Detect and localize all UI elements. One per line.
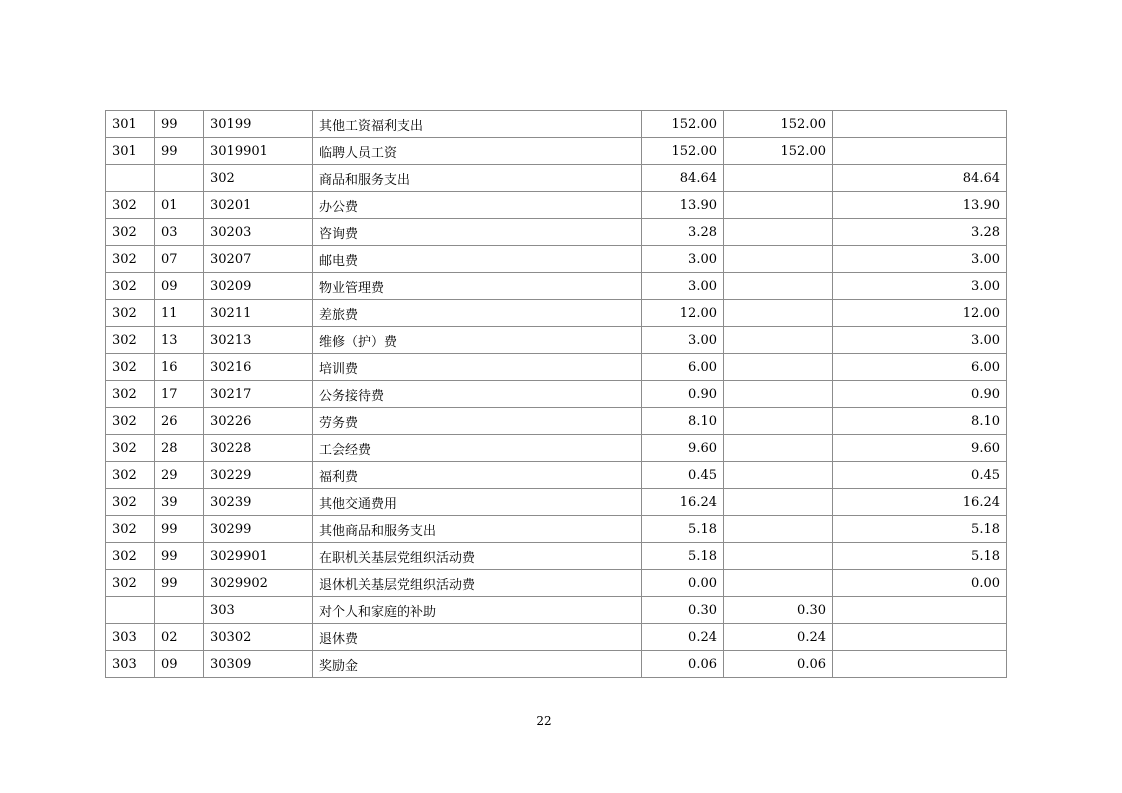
code-cell: 3029901: [204, 543, 313, 570]
basic-cell: [724, 381, 833, 408]
item-cell: 16: [155, 354, 204, 381]
class-cell: 302: [106, 354, 155, 381]
project-cell: 0.45: [833, 462, 1007, 489]
table-row: [106, 327, 1007, 354]
basic-cell: [724, 300, 833, 327]
name-cell: 差旅费: [313, 300, 642, 327]
class-cell: [106, 165, 155, 192]
code-cell: 30203: [204, 219, 313, 246]
table-row: [106, 381, 1007, 408]
class-cell: 302: [106, 462, 155, 489]
total-cell: 0.24: [642, 624, 724, 651]
class-cell: 302: [106, 219, 155, 246]
basic-cell: [724, 192, 833, 219]
table-row: [106, 354, 1007, 381]
table-row: [106, 219, 1007, 246]
project-cell: [833, 624, 1007, 651]
basic-cell: [724, 354, 833, 381]
basic-cell: [724, 219, 833, 246]
table-body: [106, 111, 1007, 678]
name-cell: 其他商品和服务支出: [313, 516, 642, 543]
project-cell: 16.24: [833, 489, 1007, 516]
class-cell: 302: [106, 273, 155, 300]
project-cell: 3.28: [833, 219, 1007, 246]
code-cell: 30207: [204, 246, 313, 273]
code-cell: 30216: [204, 354, 313, 381]
basic-cell: [724, 408, 833, 435]
table-row: [106, 489, 1007, 516]
total-cell: 3.00: [642, 273, 724, 300]
table-row: [106, 408, 1007, 435]
total-cell: 3.00: [642, 327, 724, 354]
item-cell: 26: [155, 408, 204, 435]
name-cell: 退休费: [313, 624, 642, 651]
table-row: [106, 651, 1007, 678]
project-cell: 6.00: [833, 354, 1007, 381]
code-cell: 30211: [204, 300, 313, 327]
item-cell: 29: [155, 462, 204, 489]
total-cell: 9.60: [642, 435, 724, 462]
basic-cell: [724, 165, 833, 192]
name-cell: 临聘人员工资: [313, 138, 642, 165]
table-row: [106, 138, 1007, 165]
code-cell: 30228: [204, 435, 313, 462]
item-cell: 99: [155, 570, 204, 597]
item-cell: 03: [155, 219, 204, 246]
name-cell: 咨询费: [313, 219, 642, 246]
total-cell: 5.18: [642, 516, 724, 543]
item-cell: 39: [155, 489, 204, 516]
project-cell: 12.00: [833, 300, 1007, 327]
total-cell: 12.00: [642, 300, 724, 327]
name-cell: 对个人和家庭的补助: [313, 597, 642, 624]
total-cell: 3.28: [642, 219, 724, 246]
class-cell: 303: [106, 651, 155, 678]
item-cell: 17: [155, 381, 204, 408]
name-cell: 物业管理费: [313, 273, 642, 300]
item-cell: 28: [155, 435, 204, 462]
project-cell: 84.64: [833, 165, 1007, 192]
code-cell: 302: [204, 165, 313, 192]
item-cell: 13: [155, 327, 204, 354]
name-cell: 在职机关基层党组织活动费: [313, 543, 642, 570]
table-row: [106, 462, 1007, 489]
class-cell: 302: [106, 543, 155, 570]
table-row: [106, 165, 1007, 192]
basic-cell: [724, 462, 833, 489]
table-row: [106, 516, 1007, 543]
item-cell: 11: [155, 300, 204, 327]
table-row: [106, 300, 1007, 327]
name-cell: 其他交通费用: [313, 489, 642, 516]
name-cell: 福利费: [313, 462, 642, 489]
table-row: [106, 435, 1007, 462]
total-cell: 0.45: [642, 462, 724, 489]
code-cell: 30226: [204, 408, 313, 435]
basic-cell: [724, 570, 833, 597]
code-cell: 303: [204, 597, 313, 624]
project-cell: [833, 651, 1007, 678]
project-cell: 9.60: [833, 435, 1007, 462]
class-cell: 302: [106, 300, 155, 327]
project-cell: 3.00: [833, 273, 1007, 300]
code-cell: 30213: [204, 327, 313, 354]
item-cell: 09: [155, 651, 204, 678]
total-cell: 0.30: [642, 597, 724, 624]
table-row: [106, 543, 1007, 570]
basic-cell: [724, 273, 833, 300]
code-cell: 3029902: [204, 570, 313, 597]
basic-cell: [724, 327, 833, 354]
item-cell: 99: [155, 138, 204, 165]
code-cell: 30209: [204, 273, 313, 300]
basic-cell: [724, 435, 833, 462]
project-cell: [833, 111, 1007, 138]
project-cell: [833, 138, 1007, 165]
table-row: [106, 192, 1007, 219]
project-cell: 3.00: [833, 327, 1007, 354]
class-cell: [106, 597, 155, 624]
total-cell: 152.00: [642, 138, 724, 165]
name-cell: 商品和服务支出: [313, 165, 642, 192]
code-cell: 30201: [204, 192, 313, 219]
total-cell: 6.00: [642, 354, 724, 381]
name-cell: 维修（护）费: [313, 327, 642, 354]
project-cell: 0.00: [833, 570, 1007, 597]
item-cell: 99: [155, 111, 204, 138]
basic-cell: [724, 516, 833, 543]
class-cell: 302: [106, 327, 155, 354]
class-cell: 302: [106, 408, 155, 435]
class-cell: 302: [106, 246, 155, 273]
name-cell: 办公费: [313, 192, 642, 219]
total-cell: 16.24: [642, 489, 724, 516]
total-cell: 8.10: [642, 408, 724, 435]
code-cell: 30299: [204, 516, 313, 543]
total-cell: 13.90: [642, 192, 724, 219]
name-cell: 公务接待费: [313, 381, 642, 408]
basic-cell: 152.00: [724, 138, 833, 165]
class-cell: 301: [106, 138, 155, 165]
class-cell: 302: [106, 516, 155, 543]
code-cell: 30217: [204, 381, 313, 408]
class-cell: 302: [106, 489, 155, 516]
total-cell: 0.00: [642, 570, 724, 597]
project-cell: 3.00: [833, 246, 1007, 273]
basic-cell: 0.24: [724, 624, 833, 651]
item-cell: 02: [155, 624, 204, 651]
name-cell: 培训费: [313, 354, 642, 381]
item-cell: 99: [155, 543, 204, 570]
basic-cell: 0.30: [724, 597, 833, 624]
page-number: 22: [536, 714, 552, 728]
table-row: [106, 570, 1007, 597]
item-cell: 09: [155, 273, 204, 300]
class-cell: 302: [106, 570, 155, 597]
item-cell: [155, 165, 204, 192]
total-cell: 0.90: [642, 381, 724, 408]
basic-cell: 0.06: [724, 651, 833, 678]
name-cell: 退休机关基层党组织活动费: [313, 570, 642, 597]
total-cell: 3.00: [642, 246, 724, 273]
table-row: [106, 597, 1007, 624]
class-cell: 302: [106, 192, 155, 219]
item-cell: 01: [155, 192, 204, 219]
code-cell: 30239: [204, 489, 313, 516]
name-cell: 其他工资福利支出: [313, 111, 642, 138]
table-row: [106, 246, 1007, 273]
total-cell: 152.00: [642, 111, 724, 138]
budget-table: [105, 110, 1007, 678]
class-cell: 302: [106, 381, 155, 408]
table-row: [106, 111, 1007, 138]
item-cell: 99: [155, 516, 204, 543]
total-cell: 84.64: [642, 165, 724, 192]
code-cell: 30302: [204, 624, 313, 651]
code-cell: 30309: [204, 651, 313, 678]
basic-cell: [724, 489, 833, 516]
project-cell: 5.18: [833, 516, 1007, 543]
project-cell: 0.90: [833, 381, 1007, 408]
project-cell: 8.10: [833, 408, 1007, 435]
item-cell: 07: [155, 246, 204, 273]
project-cell: [833, 597, 1007, 624]
project-cell: 5.18: [833, 543, 1007, 570]
project-cell: 13.90: [833, 192, 1007, 219]
basic-cell: [724, 246, 833, 273]
name-cell: 奖励金: [313, 651, 642, 678]
name-cell: 劳务费: [313, 408, 642, 435]
code-cell: 3019901: [204, 138, 313, 165]
name-cell: 工会经费: [313, 435, 642, 462]
item-cell: [155, 597, 204, 624]
table-row: [106, 273, 1007, 300]
basic-cell: [724, 543, 833, 570]
name-cell: 邮电费: [313, 246, 642, 273]
class-cell: 302: [106, 435, 155, 462]
total-cell: 0.06: [642, 651, 724, 678]
code-cell: 30199: [204, 111, 313, 138]
total-cell: 5.18: [642, 543, 724, 570]
table-row: [106, 624, 1007, 651]
basic-cell: 152.00: [724, 111, 833, 138]
class-cell: 303: [106, 624, 155, 651]
code-cell: 30229: [204, 462, 313, 489]
class-cell: 301: [106, 111, 155, 138]
